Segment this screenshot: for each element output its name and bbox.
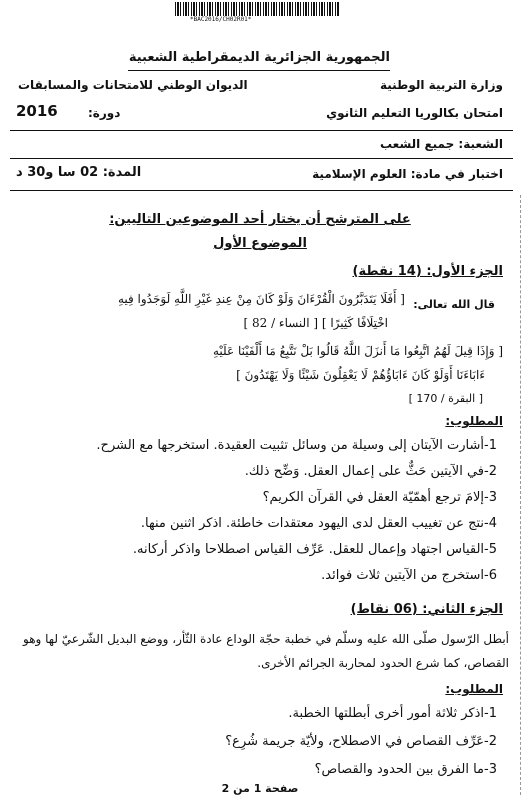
- verse1-line2: اخْتِلَافًا كَثِيرًا ] [ النساء / 82 ]: [243, 316, 388, 330]
- verse2-reference: [ البقرة / 170 ]: [408, 392, 483, 405]
- barcode-code: *BAC2016/CH02R01*: [190, 16, 252, 23]
- header-rule-1: [10, 130, 513, 131]
- verse2-line2: ءَابَاءَنَا أَوَلَوْ كَانَ ءَابَاؤُهُمْ لَا يَعْقِلُونَ شَيْئًا وَلَا يَهْتَدُونَ ]: [236, 368, 485, 382]
- question-2-3: 3-ما الفرق بين الحدود والقصاص؟: [314, 762, 497, 777]
- part-two-title: الجزء الثاني: (06 نقاط): [350, 602, 503, 617]
- republic-underline: [128, 70, 390, 71]
- topic-one-title: الموضوع الأول: [213, 236, 307, 251]
- republic-title: الجمهورية الجزائرية الديمقراطية الشعبية: [128, 50, 390, 65]
- session-year: 2016: [16, 102, 58, 120]
- header-rule-3: [10, 190, 513, 191]
- question-1-2: 2-في الآيتين حَثٌّ على إعمال العقل. وَضِّح ذلك.: [244, 464, 497, 479]
- page-number: صفحة 1 من 2: [221, 782, 299, 795]
- header-rule-2: [10, 158, 513, 159]
- part-one-required: المطلوب:: [445, 414, 503, 428]
- part-two-text-line1: أبطل الرّسول صلّى الله عليه وسلّم في خطبة حجّة الوداع عادة الثّأر، ووضع البديل الشّرعيّ لها وهو: [23, 632, 509, 646]
- verse2-line1: [ وَإِذَا قِيلَ لَهُمُ اتَّبِعُوا مَا أَنزَلَ اللَّهُ قَالُوا بَلْ نَتَّبِعُ مَا أَلْفَيْنَا عَلَيْهِ: [212, 344, 503, 358]
- question-1-1: 1-أشارت الآيتان إلى وسيلة من وسائل تثبيت العقيدة. استخرجها مع الشرح.: [96, 438, 497, 453]
- question-2-2: 2-عَرِّف القصاص في الاصطلاح، ولأيّة جريمة شُرِع؟: [225, 734, 497, 749]
- barcode-graphic: [175, 2, 340, 16]
- question-2-1: 1-اذكر ثلاثة أمور أخرى أبطلتها الخطبة.: [288, 706, 497, 721]
- part-two-text-line2: القصاص، كما شرع الحدود لمحاربة الجرائم الأخرى.: [257, 656, 509, 670]
- duration-label: المدة: 02 سا و30 د: [16, 165, 142, 180]
- question-1-3: 3-إلامَ ترجع أهمّيّة العقل في القرآن الكريم؟: [262, 490, 497, 505]
- question-1-5: 5-القياس اجتهاد وإعمال للعقل. عَرِّف القياس اصطلاحا واذكر أركانه.: [132, 542, 497, 557]
- part-two-required: المطلوب:: [445, 682, 503, 696]
- choose-instruction: على المترشح أن يختار أحد الموضوعين التاليين:: [109, 212, 411, 227]
- verse-intro: قال الله تعالى:: [413, 298, 495, 311]
- part-one-title: الجزء الأول: (14 نقطة): [352, 264, 503, 279]
- stream-label: الشعبة: جميع الشعب: [379, 137, 503, 151]
- question-1-4: 4-نتج عن تغييب العقل لدى اليهود معتقدات خاطئة. اذكر اثنين منها.: [140, 516, 497, 531]
- ministry-name: وزارة التربية الوطنية: [379, 78, 503, 92]
- margin-fold-line: [520, 195, 521, 795]
- office-name: الديوان الوطني للامتحانات والمسابقات: [18, 78, 248, 92]
- question-1-6: 6-استخرج من الآيتين ثلاث فوائد.: [321, 568, 497, 583]
- verse1-line1: [ أَفَلَا يَتَدَبَّرُونَ الْقُرْءَانَ وَلَوْ كَانَ مِنْ عِندِ غَيْرِ اللَّهِ لَوَجَدُوا فِيهِ: [117, 292, 405, 306]
- session-label: دورة:: [88, 106, 121, 120]
- exam-name: امتحان بكالوريا التعليم الثانوي: [326, 106, 503, 120]
- subject-label: اختبار في مادة: العلوم الإسلامية: [312, 167, 503, 181]
